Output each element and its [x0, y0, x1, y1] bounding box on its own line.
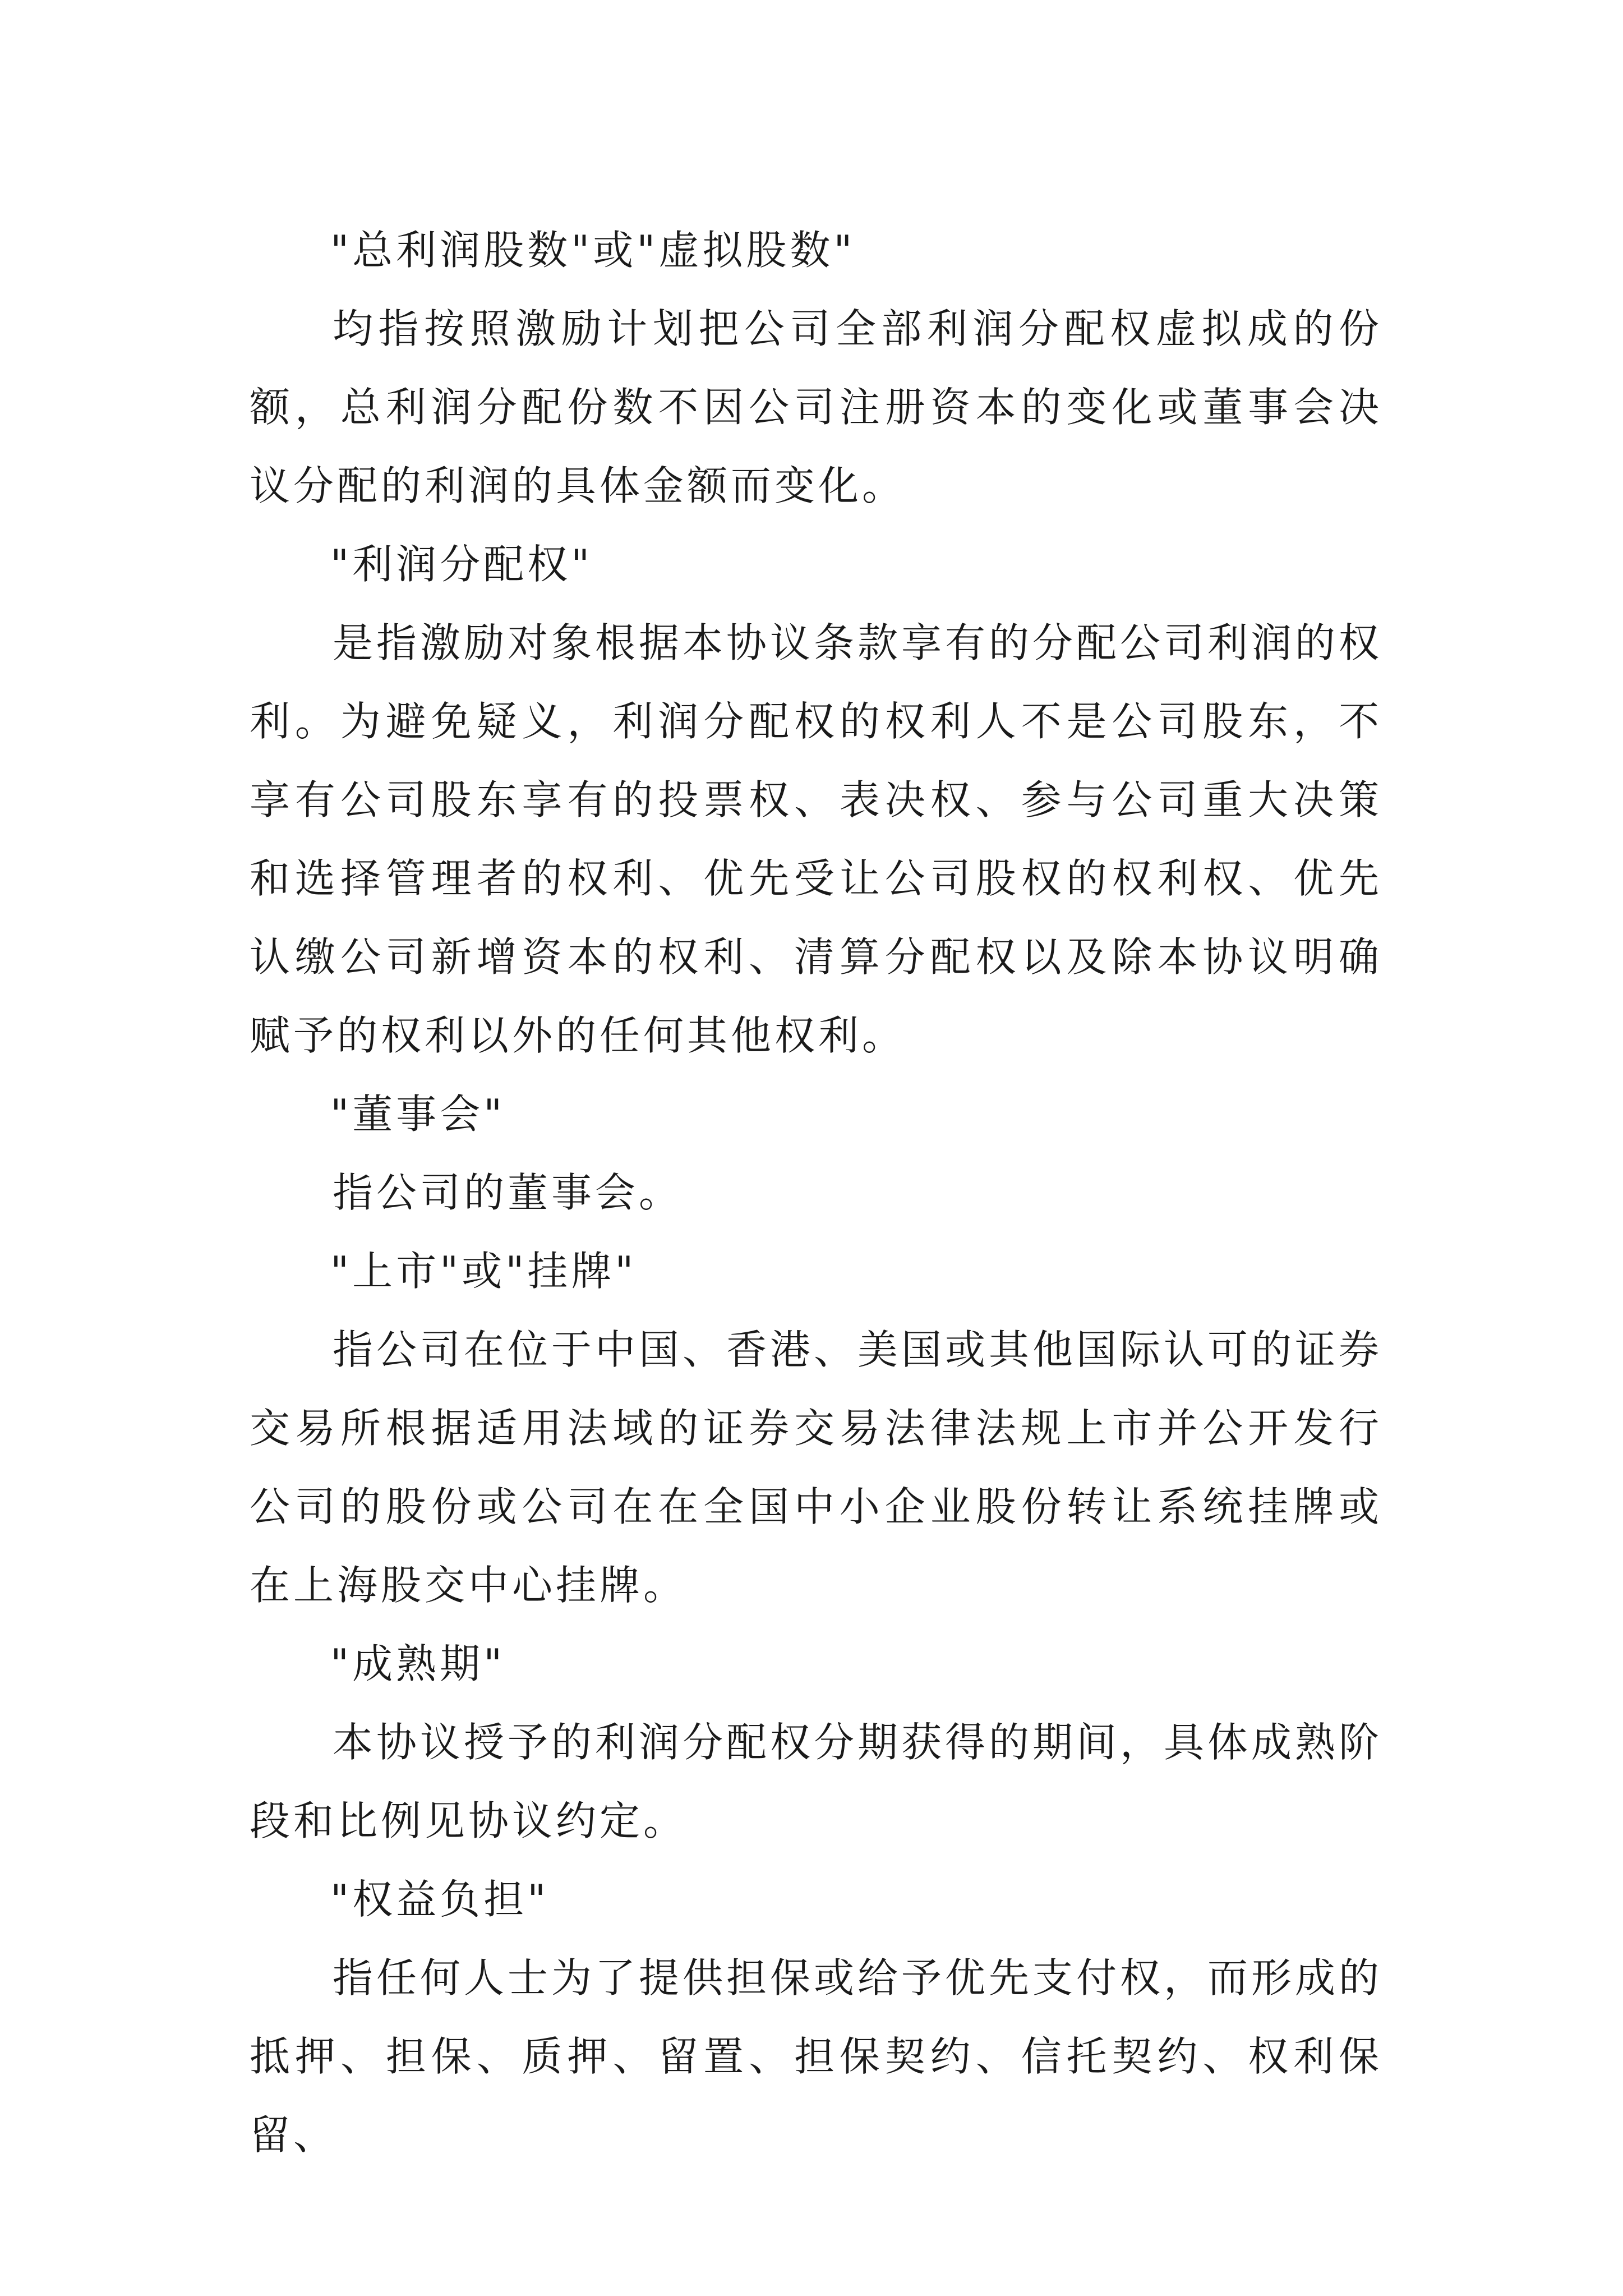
definition-encumbrance: 指任何人士为了提供担保或给予优先支付权，而形成的抵押、担保、质押、留置、担保契约、信托契约、权利保留、 — [250, 1954, 1383, 2159]
definition-listing: 指公司在位于中国、香港、美国或其他国际认可的证券交易所根据适用法域的证券交易法律法规上市并公开发行公司的股份或公司在在全国中小企业股份转让系统挂牌或在上海股交中心挂牌。 — [250, 1326, 1383, 1609]
term-encumbrance: "权益负担" — [330, 1876, 550, 1923]
term-total-profit-shares: "总利润股数"或"虚拟股数" — [330, 227, 856, 274]
definition-board: 指公司的董事会。 — [333, 1169, 683, 1216]
definition-total-profit-shares: 均指按照激励计划把公司全部利润分配权虚拟成的份额，总利润分配份数不因公司注册资本的变化或董事会决议分配的利润的具体金额而变化。 — [250, 305, 1382, 509]
definition-profit-distribution-right: 是指激励对象根据本协议条款享有的分配公司利润的权利。为避免疑义，利润分配权的权利人不是公司股东，不享有公司股东享有的投票权、表决权、参与公司重大决策和选择管理者的权利、优先受让公司股权的权利权、优先认缴公司新增资本的权利、清算分配权以及除本协议明确赋予的权利以外的任何其他权利。 — [250, 619, 1383, 1059]
term-vesting-period: "成熟期" — [330, 1640, 506, 1687]
definition-vesting-period: 本协议授予的利润分配权分期获得的期间，具体成熟阶段和比例见协议约定。 — [250, 1719, 1383, 1844]
definitions-body — [250, 211, 1382, 2174]
term-board: "董事会" — [330, 1091, 506, 1138]
term-listing: "上市"或"挂牌" — [330, 1248, 637, 1295]
term-profit-distribution-right: "利润分配权" — [330, 541, 593, 588]
